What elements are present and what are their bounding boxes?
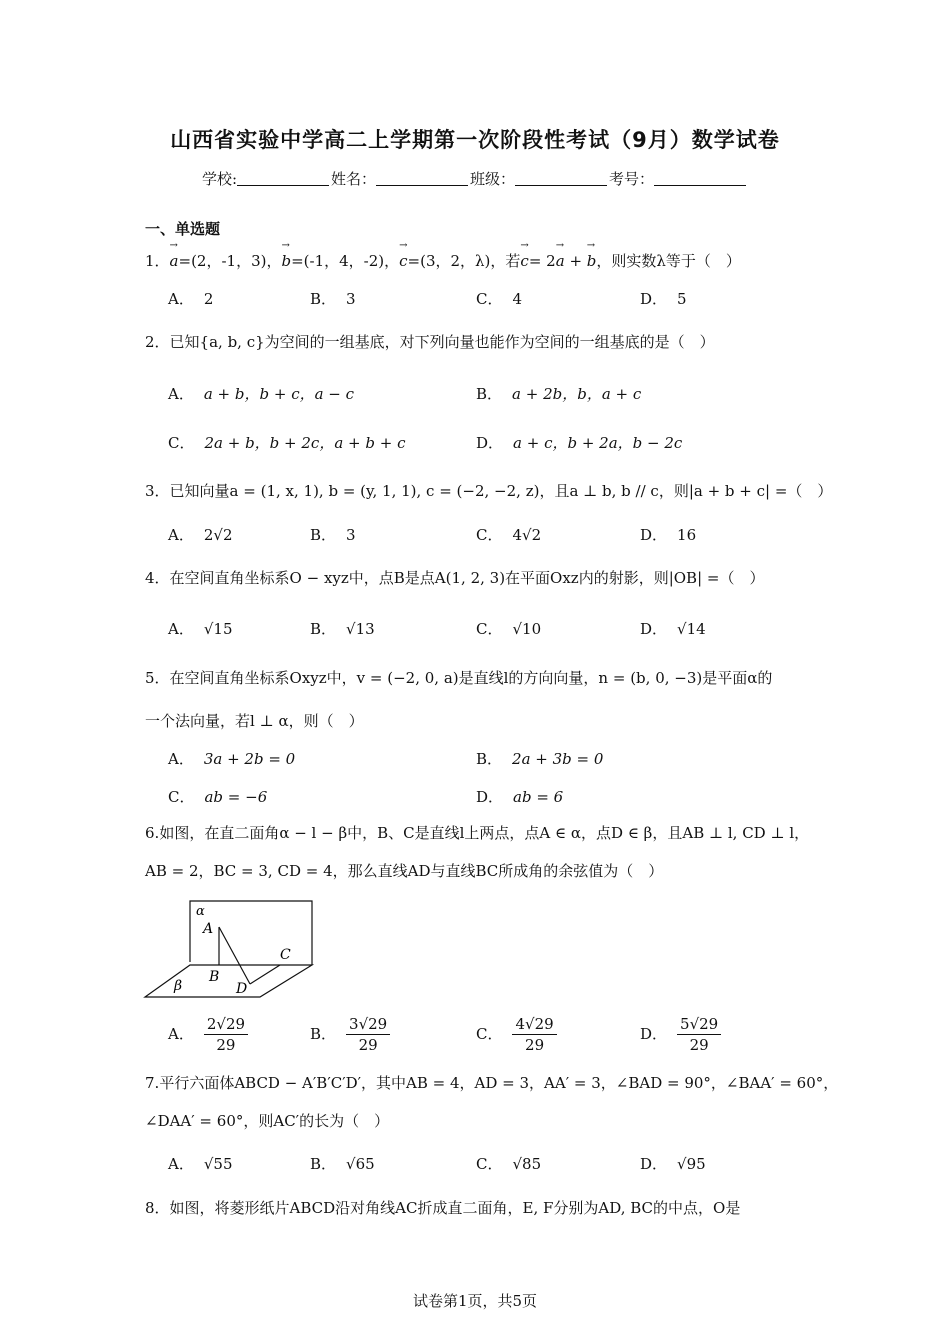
option-a: A． 2√2 [168,526,233,544]
option-a: A． 3a + 2b = 0 [168,750,296,768]
question-2-stem: 2．已知{a, b, c}为空间的一组基底，对下列向量也能作为空间的一组基底的是（ ） [145,333,715,351]
name-label: 姓名： [331,170,377,188]
option-c: C． $\frac{4√29}{29}$ [476,1015,557,1054]
stem-part: =(3，2，λ)，若 [407,252,521,270]
option-d: D． ab = 6 [476,788,564,806]
option-c: C． 2a + b，b + 2c，a + b + c [168,434,406,452]
student-info-row [0,168,950,189]
dihedral-angle-figure [140,897,330,1007]
question-5-stem-line2: 一个法向量，若l ⊥ α，则（ ） [145,712,364,730]
option-c: C． ab = −6 [168,788,268,806]
stem-part: ，则实数λ等于（ ） [596,252,741,270]
name-blank[interactable] [376,171,468,186]
stem-part: =(-1，4，-2)， [291,252,400,270]
section-heading: 一、单选题 [145,220,221,238]
point-b-label: B [209,969,220,985]
question-1-stem: 1．→ a=(2，-1，3)，→ b=(-1，4，-2)，→ c=(3，2，λ)，若→ c= 2→ a + → b，则实数λ等于（ ） [145,250,741,271]
option-a: A． 2 [168,290,214,308]
school-label: 学校: [201,170,237,188]
question-8-stem-line1: 8．如图，将菱形纸片ABCD沿对角线AC折成直二面角，E, F分别为AD, BC的中点，O是 [145,1199,741,1217]
question-7-stem-line1: 7.平行六面体ABCD − A′B′C′D′，其中AB = 4，AD = 3，AA′ = 3，∠BAD = 90°，∠BAA′ = 60°， [145,1074,839,1092]
option-b: B． 3 [310,526,356,544]
option-d: D． √95 [640,1155,706,1173]
option-b: B． √65 [310,1155,375,1173]
option-a: A． $\frac{2√29}{29}$ [168,1015,248,1054]
beta-label: β [174,978,183,994]
question-6-stem-line2: AB = 2，BC = 3, CD = 4，那么直线AD与直线BC所成角的余弦值为（ ） [145,862,664,880]
option-d: D． 5 [640,290,687,308]
option-c: C． √10 [476,620,542,638]
school-blank[interactable] [237,171,329,186]
option-a: A． √15 [168,620,233,638]
point-a-label: A [203,921,214,937]
option-c: C． 4 [476,290,523,308]
class-blank[interactable] [515,171,607,186]
option-d: D． 16 [640,526,697,544]
page-footer: 试卷第1页，共5页 [412,1292,538,1310]
question-3-stem: 3．已知向量a = (1, x, 1), b = (y, 1, 1), c = (−2, −2, z)，且a ⊥ b, b // c，则|a + b + c| =（ ） [145,482,833,500]
point-d-label: D [236,981,248,997]
exam-title: 山西省实验中学高二上学期第一次阶段性考试（9月）数学试卷 [170,128,780,152]
option-d: D． $\frac{5√29}{29}$ [640,1015,721,1054]
option-d: D． √14 [640,620,706,638]
option-b: B． 2a + 3b = 0 [476,750,604,768]
option-b: B． a + 2b，b，a + c [476,385,642,403]
question-5-stem-line1: 5．在空间直角坐标系Oxyz中，v = (−2, 0, a)是直线l的方向向量，n = (b, 0, −3)是平面α的 [145,669,773,687]
class-label: 班级： [470,170,516,188]
option-c: C． √85 [476,1155,542,1173]
question-number: 1． [145,252,170,270]
option-c: C． 4√2 [476,526,542,544]
stem-part: + [564,252,587,270]
point-c-label: C [280,947,291,963]
option-d: D． a + c，b + 2a，b − 2c [476,434,683,452]
id-blank[interactable] [654,171,746,186]
question-6-stem-line1: 6.如图，在直二面角α − l − β中，B、C是直线l上两点，点A ∈ α，点D ∈ β，且AB ⊥ l, CD ⊥ l， [145,824,810,842]
option-a: A． a + b，b + c，a − c [168,385,355,403]
stem-part: =(2，-1，3)， [178,252,282,270]
option-a: A． √55 [168,1155,233,1173]
id-label: 考号： [609,170,655,188]
alpha-label: α [196,904,205,919]
stem-part: = 2 [528,252,556,270]
question-7-stem-line2: ∠DAA′ = 60°，则AC′的长为（ ） [145,1112,390,1130]
option-b: B． 3 [310,290,356,308]
question-4-stem: 4．在空间直角坐标系O − xyz中，点B是点A(1, 2, 3)在平面Oxz内的射影，则|OB| =（ ） [145,569,765,587]
option-b: B． √13 [310,620,375,638]
option-b: B． $\frac{3√29}{29}$ [310,1015,390,1054]
